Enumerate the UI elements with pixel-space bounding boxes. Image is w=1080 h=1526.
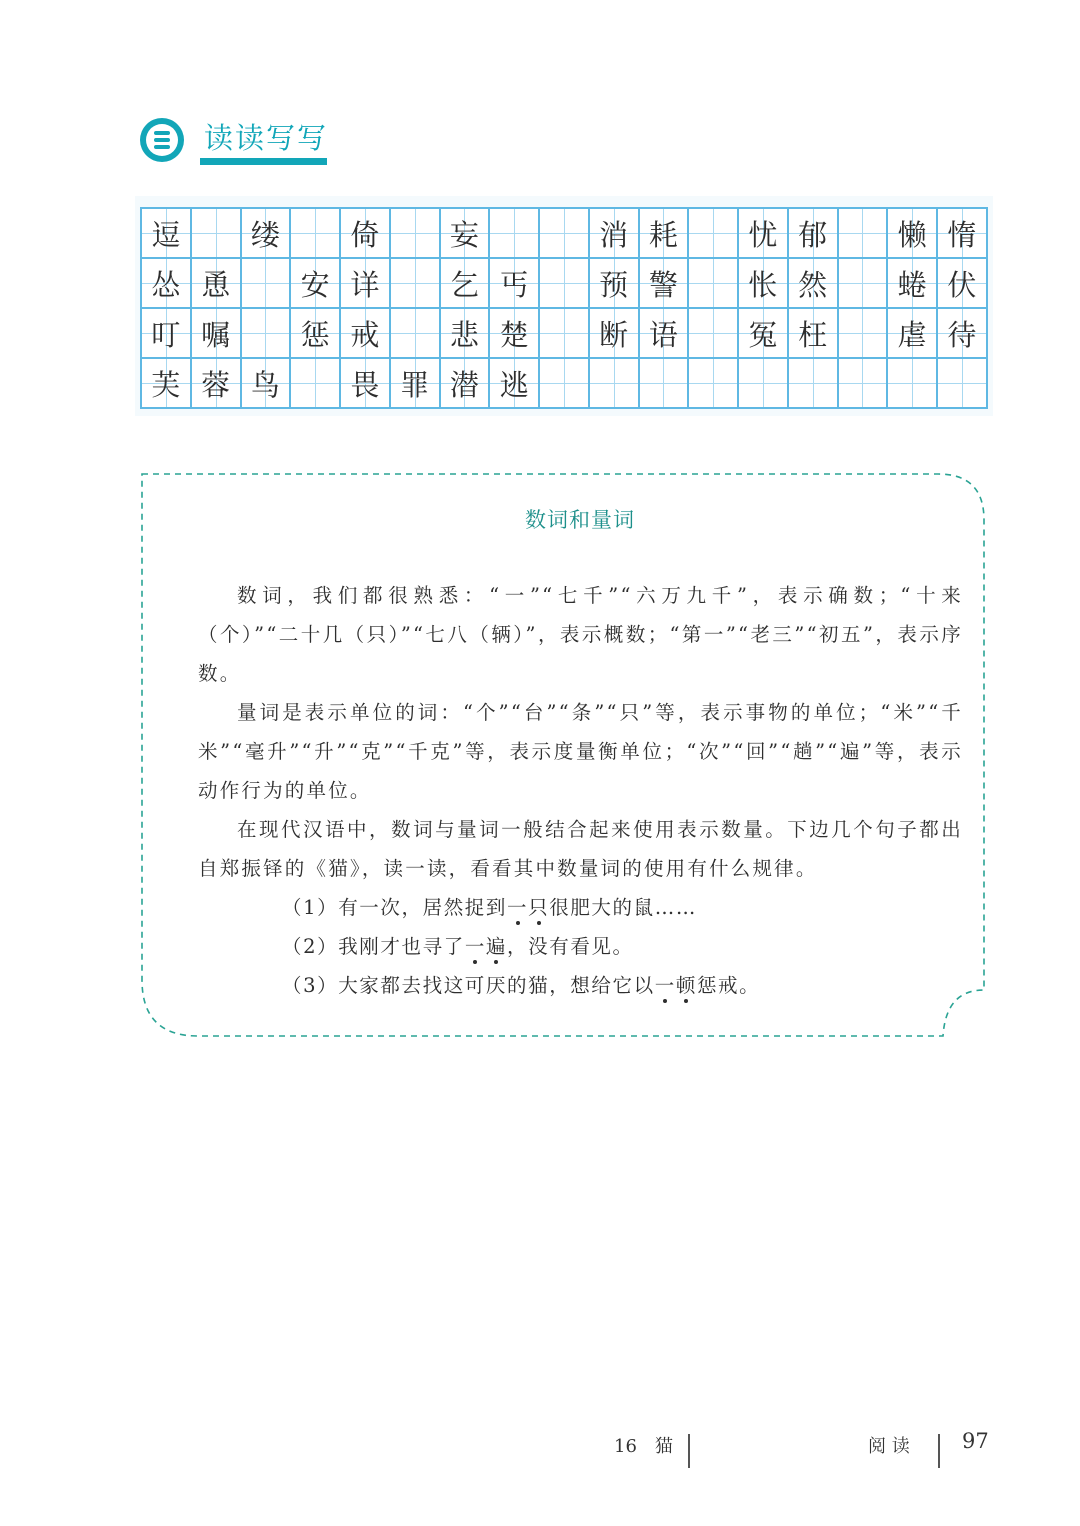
grid-cell-character [888, 259, 938, 309]
page-number: 97 [962, 1429, 989, 1453]
paragraph-line: 在现代汉语中，数词与量词一般结合起来使用表示数量。下边几个句子都出 [237, 818, 963, 841]
grid-cell-character [341, 209, 391, 259]
grid-character: 逃 [499, 367, 529, 402]
grid-cell-character [888, 309, 938, 359]
grid-cell-character [441, 209, 491, 259]
grid-character: 预 [599, 267, 629, 302]
grid-cell-character [490, 309, 540, 359]
grid-cell-character [739, 309, 789, 359]
grid-cell-character [789, 209, 839, 259]
grid-cell-empty [689, 309, 739, 359]
grid-character: 枉 [798, 317, 828, 352]
grid-character: 消 [599, 217, 629, 252]
grid-cell-empty [540, 209, 590, 259]
emphasis-dot-char: 一 [507, 896, 529, 919]
paragraph-line: 数词，我们都很熟悉：“一”“七千”“六万九千”，表示确数；“十来 [237, 584, 963, 607]
grid-cell-character [291, 259, 341, 309]
grid-cell-character [242, 359, 292, 409]
grid-character: 嘱 [201, 317, 231, 352]
grid-character: 潜 [449, 367, 479, 402]
grid-cell-empty [938, 359, 988, 409]
emphasis-dot-char: 一 [654, 974, 676, 997]
grid-cell-empty [590, 359, 640, 409]
grid-cell-character [739, 209, 789, 259]
paragraph-line: 自郑振铎的《猫》，读一读，看看其中数量词的使用有什么规律。 [198, 857, 818, 880]
grid-character: 语 [648, 317, 678, 352]
example-sentence-3 [282, 966, 760, 1005]
grid-cell-character [938, 209, 988, 259]
grid-character: 倚 [350, 217, 380, 252]
grid-cell-character [739, 259, 789, 309]
paragraph-line: 等，表示动作行为的单位。 [198, 740, 963, 802]
emphasis-dot-char: 一 [464, 935, 486, 958]
emphasis-dot-char: 遍 [485, 935, 508, 958]
emphasis-dot-char: 只 [528, 896, 550, 919]
emphasized-measure-word [507, 896, 549, 919]
grid-cell-character [441, 309, 491, 359]
grid-cell-empty [242, 309, 292, 359]
grid-cell-empty [689, 209, 739, 259]
grid-cell-character [789, 259, 839, 309]
grid-cell-empty [242, 259, 292, 309]
grid-cell-character [192, 359, 242, 409]
grid-cell-empty [291, 359, 341, 409]
grid-cell-empty [739, 359, 789, 409]
grid-character: 罪 [400, 367, 430, 402]
grid-cell-character [441, 259, 491, 309]
grid-cell-empty [540, 309, 590, 359]
example-sentence-2 [282, 927, 760, 966]
example-sentence-1 [282, 888, 760, 927]
grid-cell-empty [391, 209, 441, 259]
paragraph-line: （个）”“二十几（只）”“七八（辆）”，表示概数；“第一”“老三”“初五”，表示 [198, 623, 942, 646]
grid-character: 断 [599, 317, 629, 352]
grid-cell-character [341, 259, 391, 309]
example-text: （1）有一次，居然捉到 [282, 896, 508, 919]
grid-character: 芙 [151, 367, 181, 402]
grid-cell-empty [540, 259, 590, 309]
three-lines-circle-icon [140, 118, 184, 162]
grid-character: 郁 [798, 217, 828, 252]
grid-character: 乞 [449, 267, 479, 302]
paragraph-line: 序数。 [198, 623, 963, 685]
grid-character: 忧 [748, 217, 778, 252]
paragraph-usage [198, 810, 963, 888]
grid-cell-empty [640, 359, 690, 409]
grid-character: 安 [300, 267, 330, 302]
grid-cell-empty [839, 309, 889, 359]
grid-cell-empty [839, 209, 889, 259]
grid-character: 恿 [201, 267, 231, 302]
grid-cell-character [441, 359, 491, 409]
section-title: 读读写写 [204, 121, 329, 155]
grid-character: 然 [798, 267, 828, 302]
grid-cell-empty [490, 209, 540, 259]
character-grid [140, 207, 988, 409]
grid-cell-character [291, 309, 341, 359]
grid-character: 戒 [350, 317, 380, 352]
example-sentences [282, 888, 760, 1005]
example-text: 惩戒。 [696, 974, 761, 997]
emphasized-measure-word [465, 935, 507, 958]
grid-character: 怂 [151, 267, 181, 302]
grid-character: 虐 [897, 317, 927, 352]
grid-cell-character [142, 259, 192, 309]
grid-character: 惩 [300, 317, 330, 352]
grid-cell-character [391, 359, 441, 409]
footer-unit: 阅 读 [868, 1436, 910, 1457]
grid-character: 妄 [449, 217, 479, 252]
grid-cell-character [789, 309, 839, 359]
section-underline [200, 158, 327, 165]
grid-character: 懒 [897, 217, 927, 252]
grid-cell-empty [192, 209, 242, 259]
knowledge-box-body [198, 576, 963, 888]
footer-lesson: 16 猫 [614, 1436, 673, 1457]
grid-cell-character [142, 309, 192, 359]
grid-cell-character [341, 359, 391, 409]
footer-divider [938, 1434, 940, 1468]
grid-cell-character [142, 359, 192, 409]
grid-character: 丐 [499, 267, 529, 302]
emphasized-measure-word [655, 974, 697, 997]
example-text: （3）大家都去找这可厌的猫，想给它以 [282, 974, 655, 997]
footer-divider [688, 1434, 690, 1468]
grid-character: 蓉 [201, 367, 231, 402]
example-text: （2）我刚才也寻了 [282, 935, 465, 958]
grid-character: 悲 [449, 317, 479, 352]
grid-cell-empty [839, 359, 889, 409]
grid-cell-character [590, 309, 640, 359]
grid-cell-character [490, 359, 540, 409]
grid-cell-character [888, 209, 938, 259]
grid-character: 缕 [250, 217, 280, 252]
knowledge-box-title: 数词和量词 [525, 508, 635, 532]
grid-cell-character [192, 309, 242, 359]
grid-character: 警 [648, 267, 678, 302]
paragraph-measure-words [198, 693, 963, 810]
grid-cell-character [192, 259, 242, 309]
grid-cell-empty [391, 309, 441, 359]
grid-cell-empty [291, 209, 341, 259]
emphasis-dot-char: 顿 [675, 974, 697, 997]
grid-character: 冤 [748, 317, 778, 352]
grid-character: 惰 [947, 217, 977, 252]
grid-cell-character [640, 309, 690, 359]
grid-character: 鸟 [250, 367, 280, 402]
grid-cell-character [640, 259, 690, 309]
grid-character: 耗 [648, 217, 678, 252]
example-text: ，没有看见。 [507, 935, 634, 958]
grid-character: 详 [350, 267, 380, 302]
grid-cell-character [938, 259, 988, 309]
grid-cell-empty [888, 359, 938, 409]
grid-cell-empty [689, 359, 739, 409]
grid-cell-character [142, 209, 192, 259]
grid-character: 畏 [350, 367, 380, 402]
grid-cell-character [490, 259, 540, 309]
grid-cell-empty [789, 359, 839, 409]
grid-cell-character [590, 209, 640, 259]
grid-cell-empty [689, 259, 739, 309]
paragraph-line: “千米”“毫升”“升”“克”“千克”等，表示度量衡单位；“次”“回”“趟”“遍” [198, 701, 963, 763]
paragraph-numerals [198, 576, 963, 693]
grid-character: 伏 [947, 267, 977, 302]
grid-character: 逗 [151, 217, 181, 252]
grid-cell-character [640, 209, 690, 259]
character-grid-panel [135, 196, 993, 416]
grid-cell-character [938, 309, 988, 359]
grid-character: 蜷 [897, 267, 927, 302]
grid-cell-character [341, 309, 391, 359]
grid-cell-character [242, 209, 292, 259]
grid-character: 待 [947, 317, 977, 352]
grid-character: 怅 [748, 267, 778, 302]
grid-character: 楚 [499, 317, 529, 352]
paragraph-line: 量词是表示单位的词：“个”“台”“条”“只”等，表示事物的单位；“米” [237, 701, 929, 724]
grid-cell-character [590, 259, 640, 309]
grid-character: 叮 [151, 317, 181, 352]
grid-cell-empty [839, 259, 889, 309]
example-text: 很肥大的鼠…… [549, 896, 697, 919]
grid-cell-empty [540, 359, 590, 409]
grid-cell-empty [391, 259, 441, 309]
